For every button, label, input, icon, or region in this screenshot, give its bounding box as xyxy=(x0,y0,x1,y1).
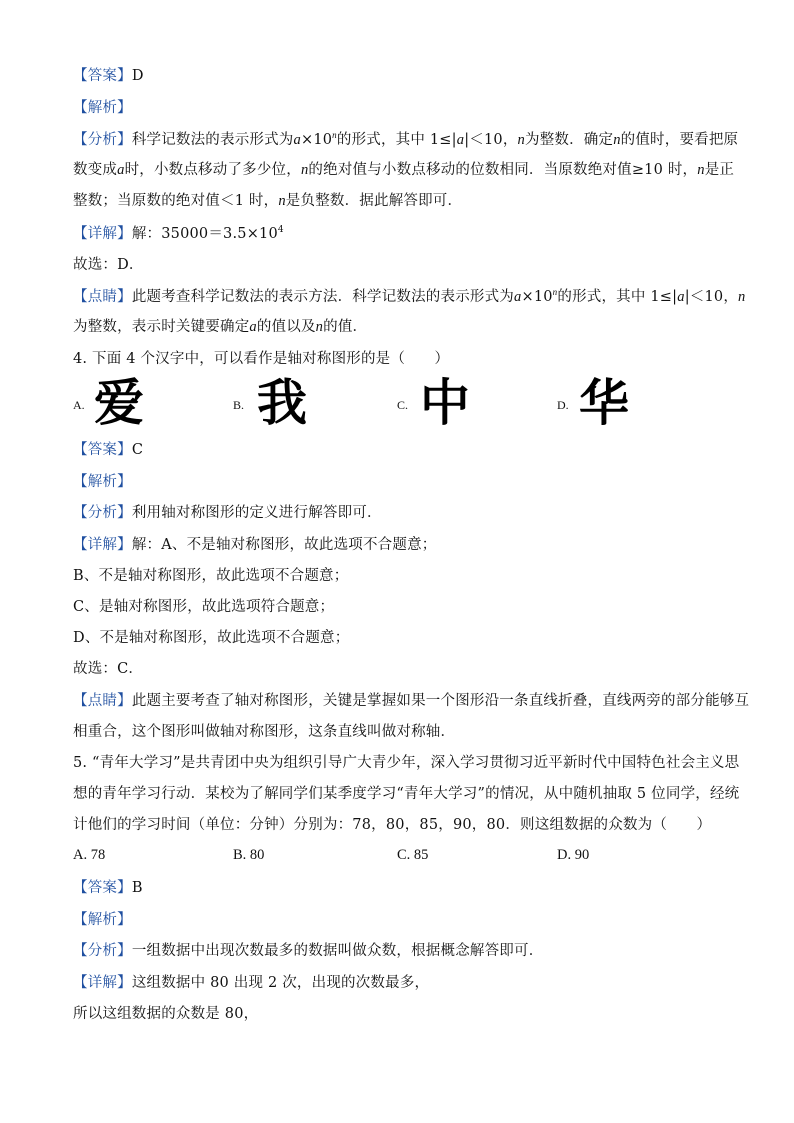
q4-detail-line-3: C、是轴对称图形，故此选项符合题意； xyxy=(73,599,335,615)
q4-detail-line-2: B、不是轴对称图形，故此选项不合题意； xyxy=(73,568,349,584)
q4-option-b-label: B. xyxy=(233,398,245,412)
q5-stem-line-3: 计他们的学习时间（单位：分钟）分别为：78，80，85，90，80．则这组数据的众数为（ ） xyxy=(73,817,712,833)
q4-option-a-char: 爱 xyxy=(94,374,144,432)
q5-analysis-heading: 【解析】 xyxy=(73,912,132,928)
q5-choice-b: B. 80 xyxy=(233,847,265,863)
q4-option-c-label: C. xyxy=(397,398,409,412)
q4-dianjing-line-2: 相重合，这个图形叫做轴对称图形，这条直线叫做对称轴． xyxy=(73,724,456,740)
q3-analysis-heading: 【解析】 xyxy=(73,100,132,116)
q3-answer-line xyxy=(73,66,144,86)
answer-value: D xyxy=(131,68,144,84)
q4-option-a-label: A. xyxy=(73,398,85,412)
q5-detail-line-2: 所以这组数据的众数是 80， xyxy=(73,1006,259,1022)
q3-fenxi-line-3: 整数；当原数的绝对值＜1 时，n是负整数．据此解答即可． xyxy=(73,193,463,209)
q4-option-d-label: D. xyxy=(557,398,569,412)
q5-answer-line: 【答案】B xyxy=(73,880,143,896)
q4-fenxi-line: 【分析】利用轴对称图形的定义进行解答即可． xyxy=(73,505,382,521)
q5-choice-a: A. 78 xyxy=(73,847,106,863)
q3-dianjing-line-2: 为整数，表示时关键要确定a的值以及n的值． xyxy=(73,319,368,335)
q3-detail-line: 【详解】解：$35000=3.5\times 10^4$ xyxy=(73,225,284,242)
q3-dianjing-line-1: 【点睛】此题考查科学记数法的表示方法．科学记数法的表示形式为$a\times 10^n$的形式，其中 1≤|a|＜10，n xyxy=(73,287,746,305)
q4-stem: 4. 下面 4 个汉字中，可以看作是轴对称图形的是（ ） xyxy=(73,351,450,367)
q5-stem-line-1: 5. “青年大学习”是共青团中央为组织引导广大青少年，深入学习贯彻习近平新时代中国特色社会主义思 xyxy=(73,755,740,771)
q5-choice-d: D. 90 xyxy=(557,847,590,863)
q4-analysis-heading: 【解析】 xyxy=(73,474,132,490)
q4-option-b-char: 我 xyxy=(257,374,307,432)
q5-detail-line-1: 【详解】这组数据中 80 出现 2 次，出现的次数最多， xyxy=(73,975,430,991)
q4-option-c-char: 中 xyxy=(420,374,470,432)
q4-choose-line: 故选：C． xyxy=(73,661,144,677)
q5-choice-c: C. 85 xyxy=(397,847,429,863)
q3-choose-line: 故选：D． xyxy=(73,257,144,273)
q5-fenxi-line: 【分析】一组数据中出现次数最多的数据叫做众数，根据概念解答即可． xyxy=(73,943,544,959)
answer-tag: 【答案】 xyxy=(73,68,132,84)
q4-detail-line-1: 【详解】解：A、不是轴对称图形，故此选项不合题意； xyxy=(73,537,437,553)
q4-detail-line-4: D、不是轴对称图形，故此选项不合题意； xyxy=(73,630,350,646)
q3-fenxi-line-1: 【分析】科学记数法的表示形式为$a\times 10^n$的形式，其中 1≤|a|＜10，n为整数．确定n的值时，要看把原 xyxy=(73,130,739,148)
q3-fenxi-line-2: 数变成a时，小数点移动了多少位，n的绝对值与小数点移动的位数相同．当原数绝对值≥10 时，n是正 xyxy=(73,162,735,178)
q5-stem-line-2: 想的青年学习行动．某校为了解同学们某季度学习“青年大学习”的情况，从中随机抽取 5 位同学，经统 xyxy=(73,786,740,802)
q4-option-d-char: 华 xyxy=(579,374,629,432)
q4-answer-line: 【答案】C xyxy=(73,442,144,458)
q4-dianjing-line-1: 【点睛】此题主要考查了轴对称图形，关键是掌握如果一个图形沿一条直线折叠，直线两旁的部分能够互 xyxy=(73,693,750,709)
